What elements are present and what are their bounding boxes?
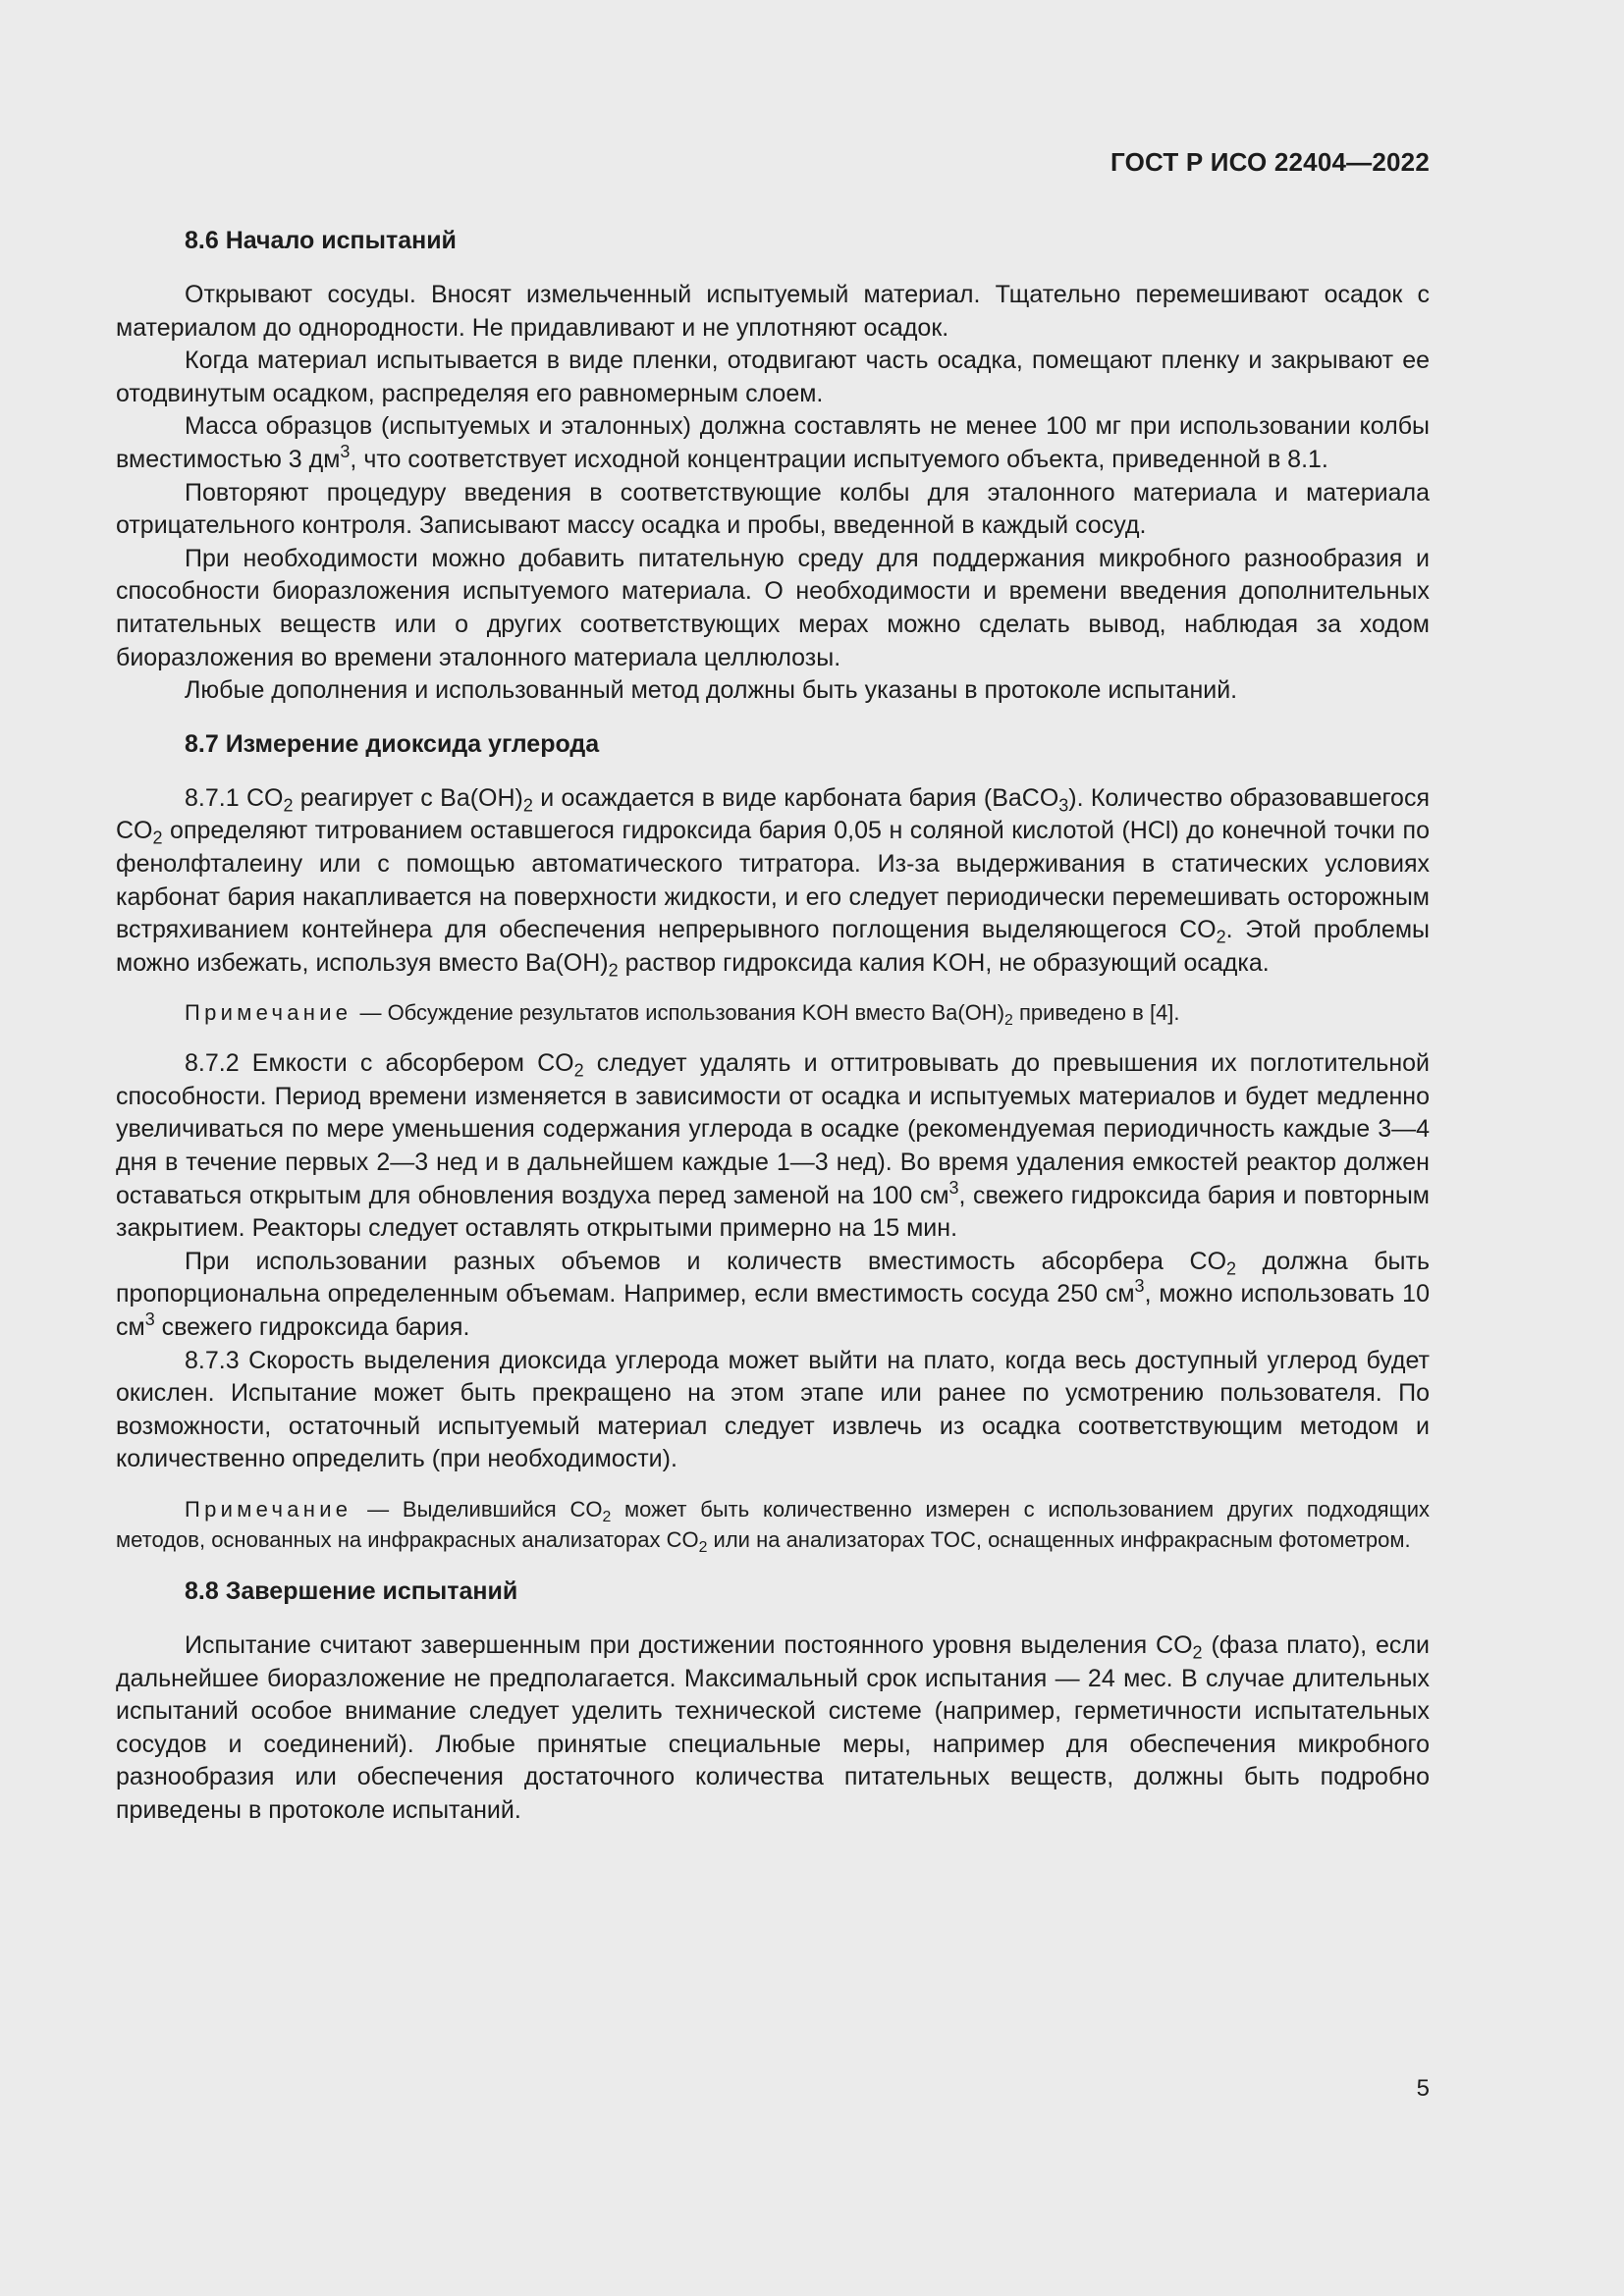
paragraph: Повторяют процедуру введения в соответствующие колбы для эталонного материала и материала отрицательного контроля. Записывают массу осадка и пробы, введенной в каждый сосуд. bbox=[116, 478, 1430, 540]
page-number: 5 bbox=[1416, 2075, 1430, 2102]
section-heading-8-8: 8.8 Завершение испытаний bbox=[185, 1577, 518, 1605]
paragraph: При необходимости можно добавить питательную среду для поддержания микробного разнообразия и способности биоразложения испытуемого материала. О необходимости и времени введения дополнительных питательных веществ или о других соответствующих мерах можно сделать вывод, наблюдая за ходом биоразложения во времени эталонного материала целлюлозы. bbox=[116, 544, 1430, 671]
document-header: ГОСТ Р ИСО 22404—2022 bbox=[1110, 147, 1430, 177]
paragraph: 8.7.3 Скорость выделения диоксида углерода может выйти на плато, когда весь доступный углерод будет окислен. Испытание может быть прекращено на этом этапе или ранее по усмотрению пользователя. По возможности, остаточный испытуемый материал следует извлечь из осадка соответствующим методом и количественно определить (при необходимости). bbox=[116, 1346, 1430, 1473]
section-heading-8-6: 8.6 Начало испытаний bbox=[185, 227, 457, 254]
note: Примечание — Обсуждение результатов использования KOH вместо $Ba(OH)_2$ приведено в [4]. bbox=[185, 1000, 1180, 1030]
paragraph: При использовании разных объемов и количеств вместимость абсорбера $CO_2$ должна быть пропорциональна определенным объемам. Например, если вместимость сосуда 250 $см^3$, можно использовать 10 $см^3$ свежего гидроксида бария. bbox=[116, 1247, 1430, 1342]
paragraph: Масса образцов (испытуемых и эталонных) должна составлять не менее 100 мг при использовании колбы вместимостью 3 $дм^3$, что соответствует исходной концентрации испытуемого объекта, приведенной в 8.1. bbox=[116, 412, 1430, 473]
paragraph: Когда материал испытывается в виде пленки, отодвигают часть осадка, помещают пленку и закрывают ее отодвинутым осадком, распределяя его равномерным слоем. bbox=[116, 347, 1430, 407]
paragraph: 8.7.1 $CO_2$ реагирует с $Ba(OH)_2$ и осаждается в виде карбоната бария (BaCO$_3$). Количество образовавшегося $CO_2$ определяют титрованием оставшегося гидроксида бария 0,05 н соляной кислотой (HCl) до конечной точки по фенолфталеину или с помощью автоматического титратора. Из-за выдерживания в статических условиях карбонат бария накапливается на поверхности жидкости, и его следует периодически перемешивать осторожным встряхиванием контейнера для обеспечения непрерывного поглощения выделяющегося $CO_2$. Этой проблемы можно избежать, используя вместо $Ba(OH)_2$ раствор гидроксида калия KOH, не образующий осадка. bbox=[116, 783, 1430, 981]
note: Примечание — Выделившийся $CO_2$ может быть количественно измерен с использованием других подходящих методов, основанных на инфракрасных анализаторах $CO_2$ или на анализаторах TOC, оснащенных инфракрасным фотометром. bbox=[116, 1497, 1430, 1556]
document-body bbox=[116, 224, 1430, 1828]
paragraph: Любые дополнения и использованный метод должны быть указаны в протоколе испытаний. bbox=[185, 676, 1238, 705]
document-page bbox=[116, 0, 1430, 2296]
paragraph: Открывают сосуды. Вносят измельченный испытуемый материал. Тщательно перемешивают осадок с материалом до однородности. Не придавливают и не уплотняют осадок. bbox=[116, 281, 1430, 342]
section-heading-8-7: 8.7 Измерение диоксида углерода bbox=[185, 729, 600, 758]
paragraph: Испытание считают завершенным при достижении постоянного уровня выделения $CO_2$ (фаза плато), если дальнейшее биоразложение не предполагается. Максимальный срок испытания — 24 мес. В случае длительных испытаний особое внимание следует уделить технической системе (например, герметичности испытательных сосудов и соединений). Любые принятые специальные меры, например для обеспечения микробного разнообразия или обеспечения достаточного количества питательных веществ, должны быть подробно приведены в протоколе испытаний. bbox=[116, 1631, 1430, 1824]
paragraph: 8.7.2 Емкости с абсорбером $CO_2$ следует удалять и оттитровывать до превышения их поглотительной способности. Период времени изменяется в зависимости от осадка и испытуемых материалов и будет медленно увеличиваться по мере уменьшения содержания углерода в осадке (рекомендуемая периодичность каждые 3—4 дня в течение первых 2—3 нед и в дальнейшем каждые 1—3 нед). Во время удаления емкостей реактор должен оставаться открытым для обновления воздуха перед заменой на 100 $см^3$, свежего гидроксида бария и повторным закрытием. Реакторы следует оставлять открытыми примерно на 15 мин. bbox=[116, 1049, 1430, 1243]
